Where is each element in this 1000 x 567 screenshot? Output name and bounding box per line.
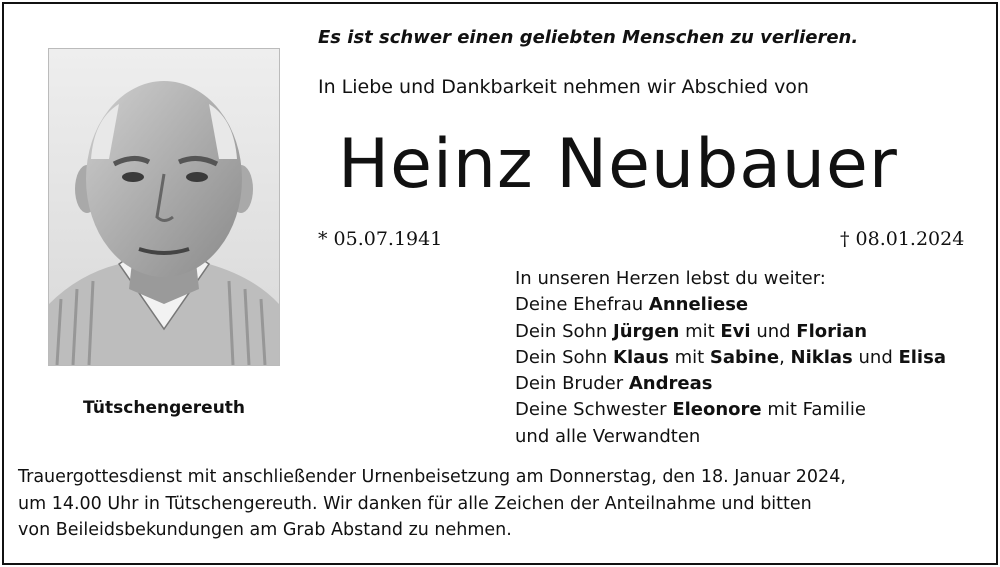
service-line: um 14.00 Uhr in Tütschengereuth. Wir danken für alle Zeichen der Anteilnahme und bitten <box>18 493 812 514</box>
mourner-line: und alle Verwandten <box>515 425 701 447</box>
service-line: von Beileidsbekundungen am Grab Abstand zu nehmen. <box>18 520 512 540</box>
place-name: Tütschengereuth <box>82 398 246 418</box>
mourner-line: Deine Schwester Eleonore mit Familie <box>515 399 867 421</box>
portrait-photo <box>48 48 280 366</box>
mourners-heading: In unseren Herzen lebst du weiter: <box>515 268 826 289</box>
mourner-line: Dein Sohn Klaus mit Sabine, Niklas und Elisa <box>515 346 946 368</box>
mourner-line: Dein Sohn Jürgen mit Evi und Florian <box>515 320 868 342</box>
motto: Es ist schwer einen geliebten Menschen zu verlieren. <box>318 27 859 48</box>
mourner-line: Dein Bruder Andreas <box>515 373 713 395</box>
mourners-list <box>515 266 946 450</box>
intro-text: In Liebe und Dankbarkeit nehmen wir Abschied von <box>318 76 809 98</box>
mourner-line: Deine Ehefrau Anneliese <box>515 294 749 316</box>
deceased-name: Heinz Neubauer <box>338 125 898 204</box>
service-line: Trauergottesdienst mit anschließender Urnenbeisetzung am Donnerstag, den 18. Januar 2024, <box>18 467 846 487</box>
service-info <box>18 464 986 544</box>
death-date: † 08.01.2024 <box>840 228 965 250</box>
birth-date: * 05.07.1941 <box>318 228 443 250</box>
